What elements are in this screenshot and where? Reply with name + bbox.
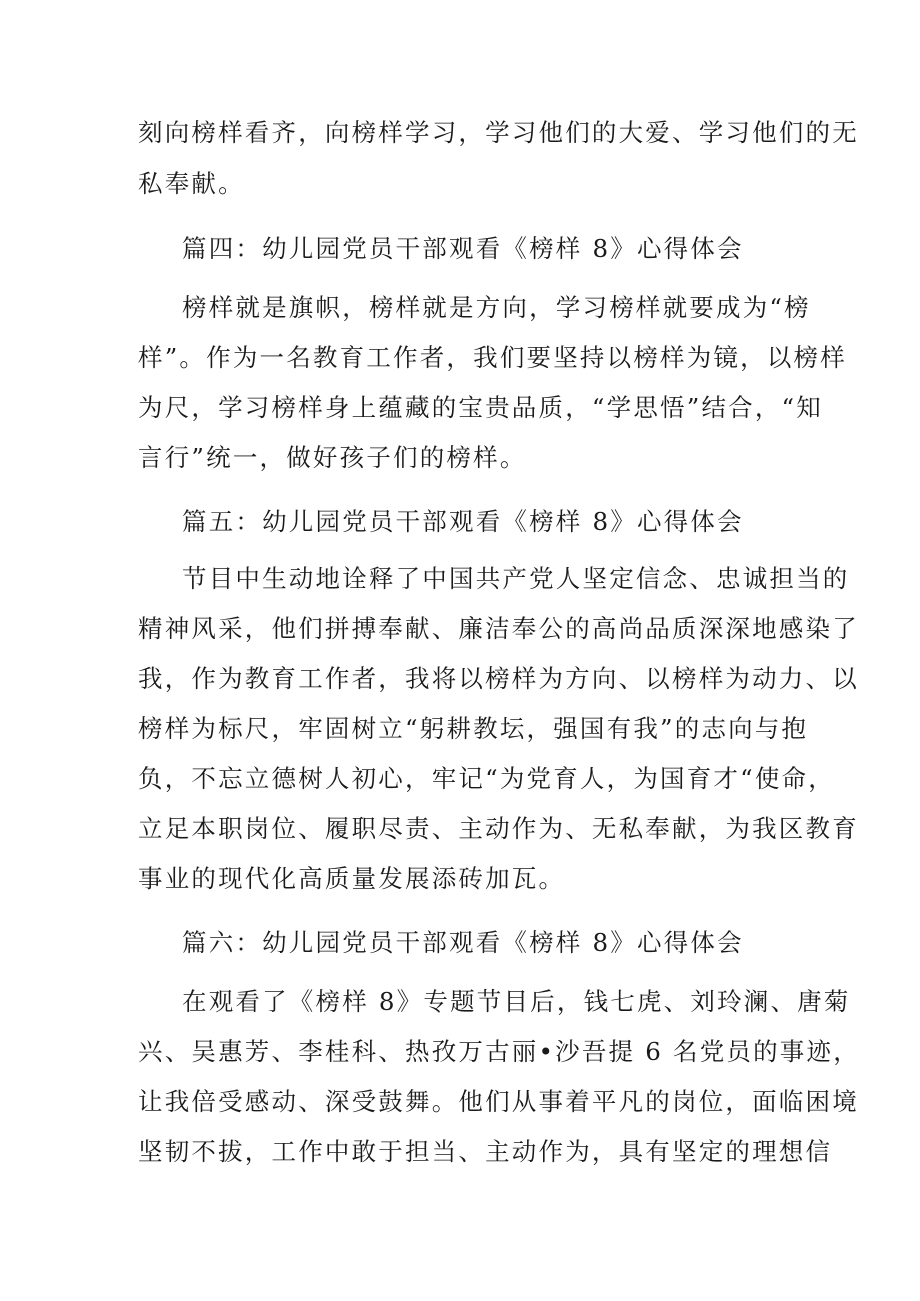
text-line: 兴、吴惠芳、李桂科、热孜万古丽•沙吾提 6 名党员的事迹， [138, 1037, 860, 1066]
text-line: 让我倍受感动、深受鼓舞。他们从事着平凡的岗位，面临困境 [138, 1087, 859, 1116]
text-line: 样”。作为一名教育工作者，我们要坚持以榜样为镜，以榜样 [138, 343, 847, 372]
section-heading: 篇六：幼儿园党员干部观看《榜样 8》心得体会 [182, 928, 744, 957]
text-line: 负，不忘立德树人初心，牢记“为党育人，为国育才“使命， [138, 764, 835, 793]
section-heading: 篇四：幼儿园党员干部观看《榜样 8》心得体会 [182, 234, 744, 263]
section-heading: 篇五：幼儿园党员干部观看《榜样 8》心得体会 [182, 507, 744, 536]
text-line: 私奉献。 [138, 169, 245, 198]
text-line: 榜样就是旗帜，榜样就是方向，学习榜样就要成为“榜 [182, 293, 811, 322]
text-line: 坚韧不拔，工作中敢于担当、主动作为，具有坚定的理想信 [138, 1137, 833, 1166]
text-line: 言行”统一，做好孩子们的榜样。 [138, 443, 527, 472]
text-line: 节目中生动地诠释了中国共产党人坚定信念、忠诚担当的 [182, 564, 850, 593]
text-line: 立足本职岗位、履职尽责、主动作为、无私奉献，为我区教育 [138, 814, 859, 843]
text-line: 为尺，学习榜样身上蕴藏的宝贵品质，“学思悟”结合，“知 [138, 393, 823, 422]
text-line: 榜样为标尺，牢固树立“躬耕教坛，强国有我”的志向与抱 [138, 714, 809, 743]
text-line: 事业的现代化高质量发展添砖加瓦。 [138, 864, 566, 893]
text-line: 刻向榜样看齐，向榜样学习，学习他们的大爱、学习他们的无 [138, 118, 859, 147]
text-line: 在观看了《榜样 8》专题节目后，钱七虎、刘玲澜、唐菊 [182, 987, 851, 1016]
text-line: 精神风采，他们拼搏奉献、廉洁奉公的高尚品质深深地感染了 [138, 614, 859, 643]
text-line: 我，作为教育工作者，我将以榜样为方向、以榜样为动力、以 [138, 664, 859, 693]
